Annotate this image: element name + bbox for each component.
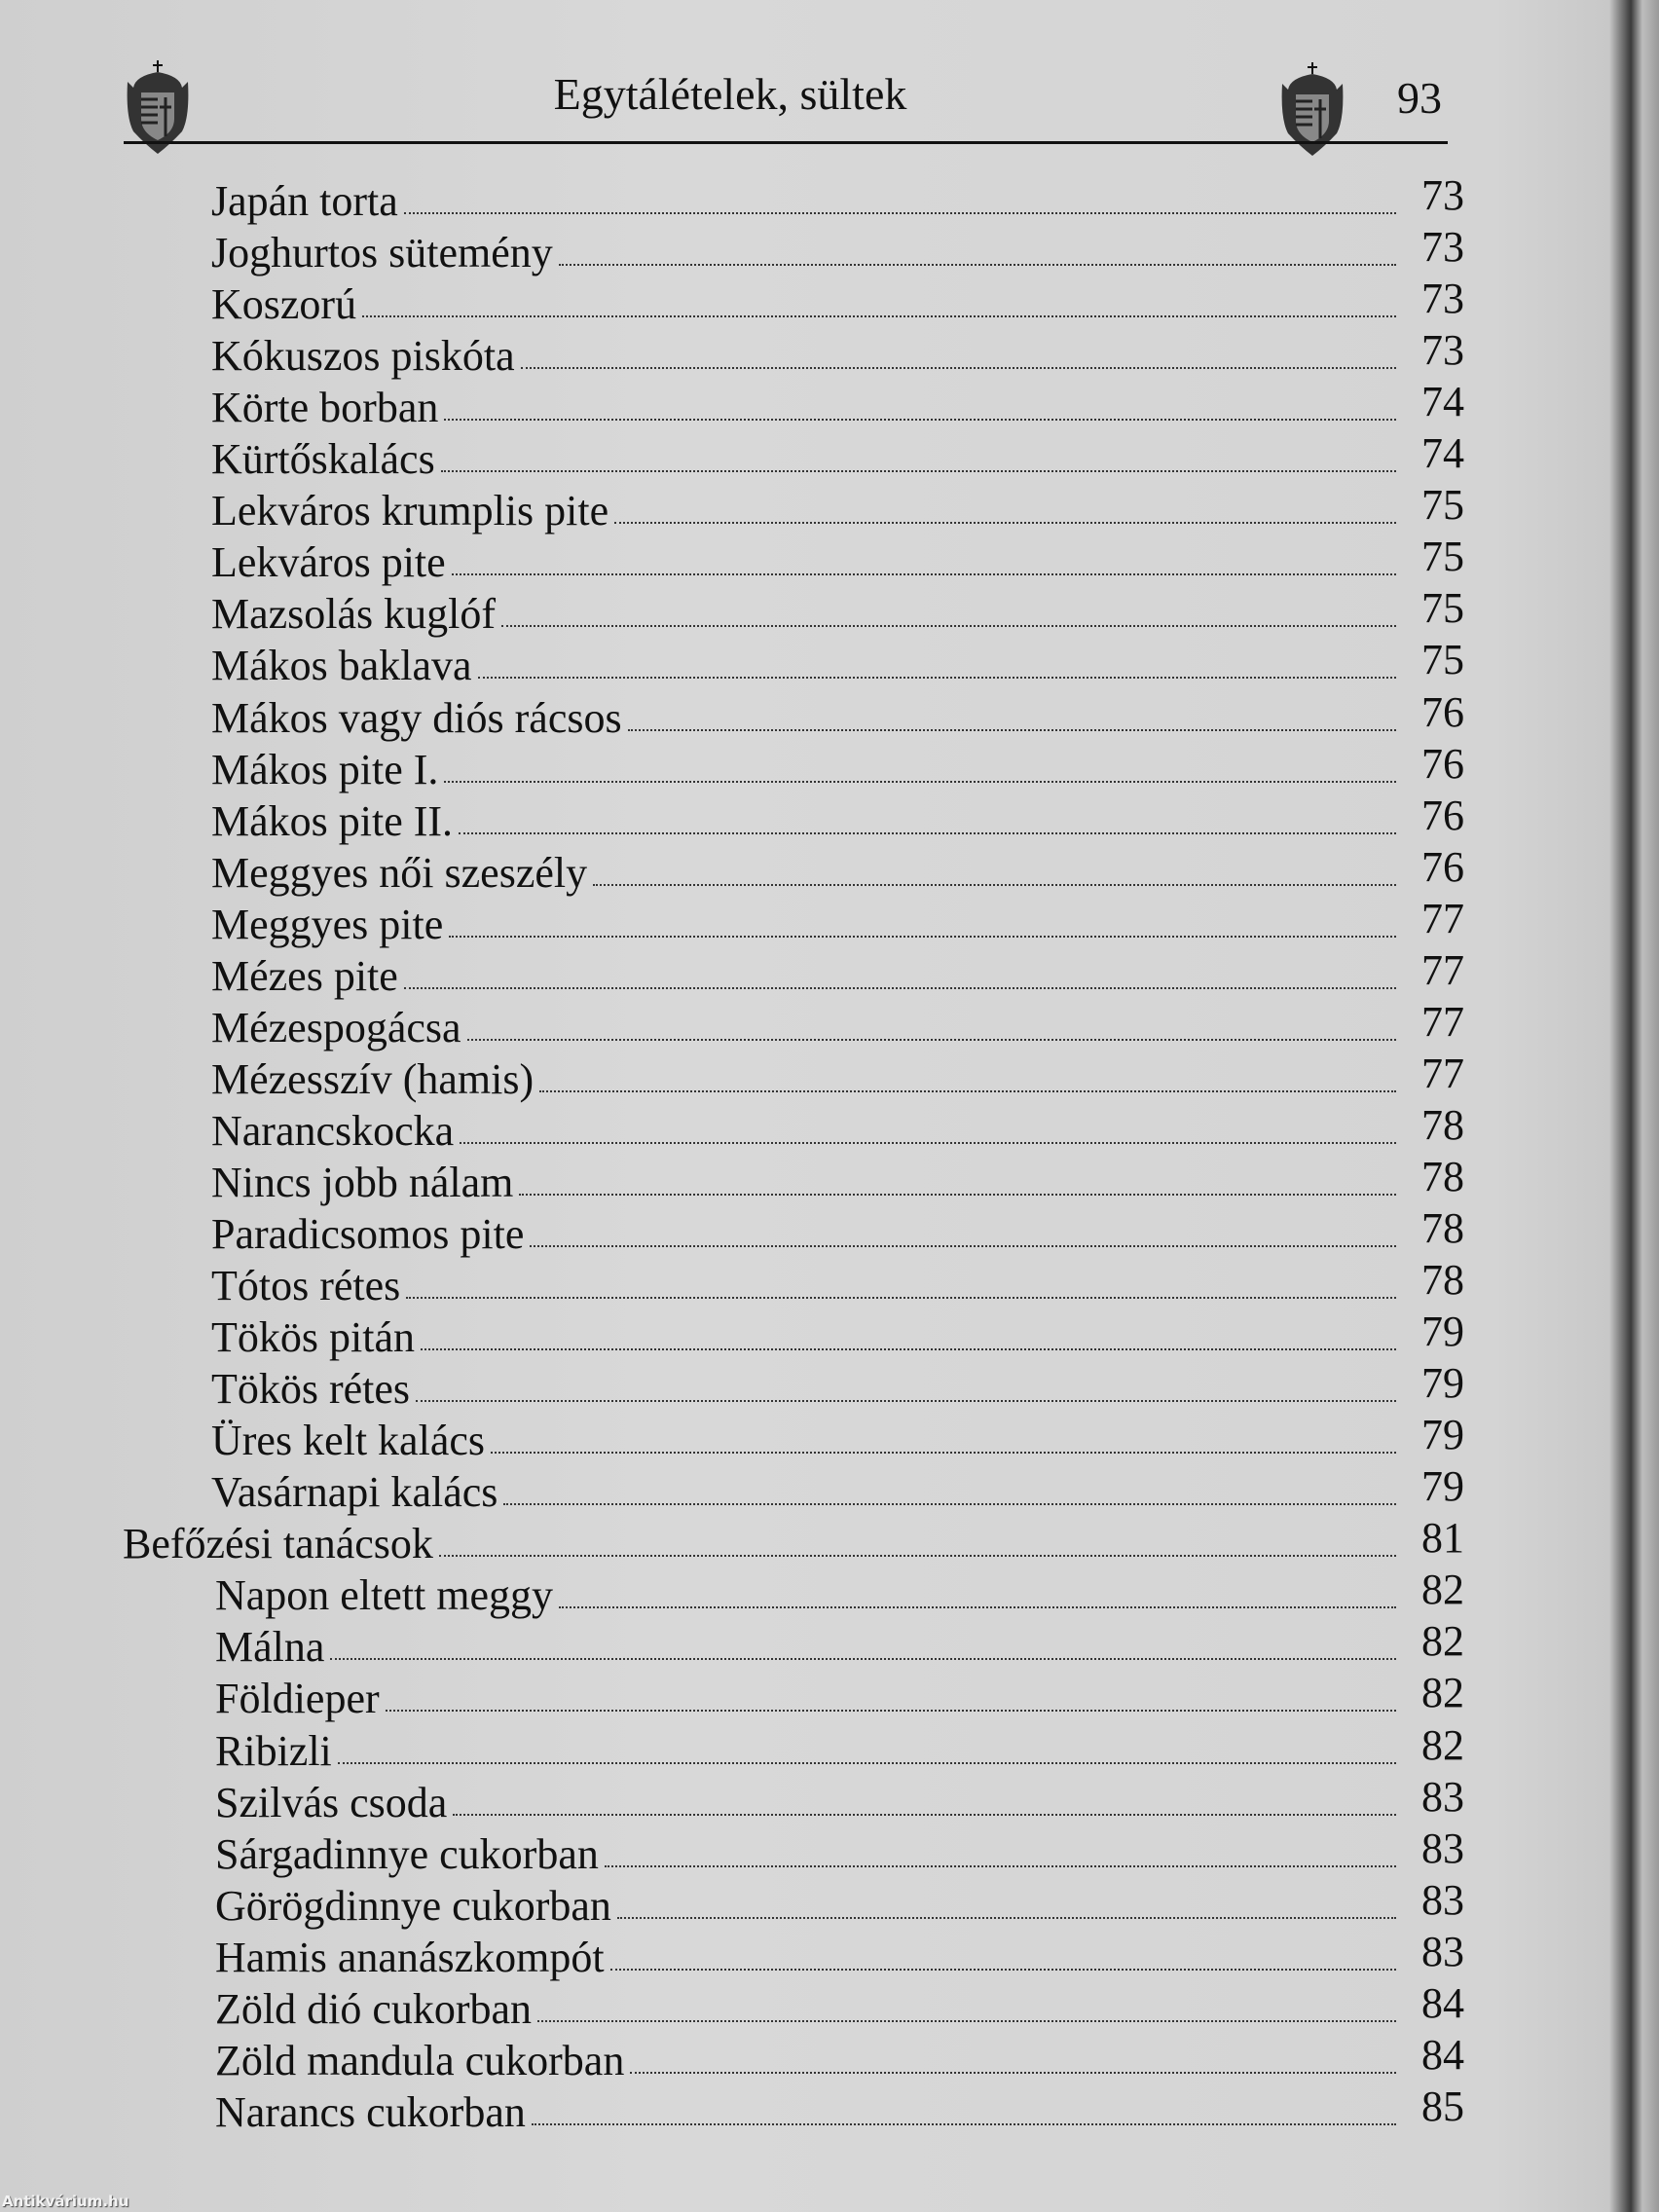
toc-entry-page: 85 [1421,2082,1464,2130]
toc-entry-title: Befőzési tanácsok [123,1520,433,1568]
toc-entry [0,1669,1519,1724]
toc-entry [0,1927,1519,1983]
toc-entry-page: 81 [1421,1514,1464,1563]
dot-leader [452,573,1396,575]
toc-entry [0,1359,1519,1415]
dot-leader [421,1348,1396,1350]
toc-entry-page: 83 [1421,1824,1464,1872]
toc-entry-page: 79 [1421,1308,1464,1356]
dot-leader [503,1503,1396,1505]
toc-entry [0,533,1519,588]
toc-entry-title: Málna [215,1623,325,1672]
toc-entry-page: 76 [1421,739,1464,788]
toc-entry-title: Hamis ananászkompót [215,1933,605,1981]
toc-entry [0,1100,1519,1157]
toc-entry [0,1204,1519,1260]
toc-entry-title: Koszorú [211,280,357,329]
dot-leader [630,2072,1396,2074]
toc-entry [0,1462,1519,1518]
toc-entry-title: Meggyes női szeszély [211,848,588,897]
dot-leader [338,1762,1396,1764]
dot-leader [559,1606,1396,1608]
toc-entry-page: 76 [1421,842,1464,891]
dot-leader [467,1039,1396,1041]
toc-entry [0,481,1519,536]
dot-leader [416,1400,1396,1402]
toc-entry [0,1824,1519,1880]
toc-entry-title: Lekváros pite [211,538,446,587]
toc-entry [0,1256,1519,1311]
toc-entry-page: 78 [1421,1152,1464,1200]
toc-entry-title: Földieper [215,1675,380,1723]
dot-leader [444,781,1396,783]
toc-entry-page: 84 [1421,1978,1464,2027]
toc-entry-title: Körte borban [211,384,439,432]
toc-entry-title: Nincs jobb nálam [211,1158,514,1206]
toc-entry-title: Vasárnapi kalács [211,1468,498,1517]
toc-entry-title: Narancskocka [211,1106,455,1155]
toc-entry-page: 75 [1421,584,1464,633]
dot-leader [453,1814,1396,1816]
dot-leader [439,1555,1396,1557]
toc-entry-page: 83 [1421,1772,1464,1821]
toc-entry-title: Narancs cukorban [215,2087,526,2136]
toc-entry [0,1875,1519,1932]
watermark: Antikvárium.hu [2,2193,129,2210]
toc-entry-page: 77 [1421,1049,1464,1097]
toc-entry-page: 75 [1421,636,1464,684]
toc-entry-title: Joghurtos sütemény [211,229,553,277]
toc-entry [0,2030,1519,2086]
toc-entry-page: 79 [1421,1359,1464,1408]
toc-entry-page: 77 [1421,945,1464,994]
dot-leader [444,419,1396,421]
dot-leader [404,987,1396,989]
toc-entry-title: Mákos pite II. [211,796,454,845]
header-rule [124,141,1448,144]
running-header-title: Egytálételek, sültek [553,69,907,119]
toc-entry-title: Japán torta [211,177,398,225]
toc-entry [0,1720,1519,1777]
toc-entry-title: Tótos rétes [211,1262,401,1310]
toc-entry-page: 76 [1421,687,1464,736]
dot-leader [386,1710,1396,1712]
toc-entry [0,1978,1519,2035]
toc-entry-title: Mézes pite [211,951,398,1000]
toc-entry-title: Mézesszív (hamis) [211,1054,535,1103]
toc-entry-title: Tökös pitán [211,1313,415,1362]
toc-entry-title: Zöld dió cukorban [215,1984,533,2033]
dot-leader [537,2020,1396,2022]
toc-entry-page: 78 [1421,1204,1464,1252]
toc-entry [0,636,1519,691]
toc-entry [0,275,1519,330]
toc-entry [0,378,1519,433]
dot-leader [593,884,1396,886]
toc-entry [0,171,1519,227]
toc-entry [0,429,1519,485]
toc-entry-page: 75 [1421,533,1464,581]
toc-entry [0,791,1519,847]
dot-leader [530,1245,1396,1247]
dot-leader [406,1297,1396,1299]
toc-entry-title: Sárgadinnye cukorban [215,1829,599,1878]
dot-leader [628,729,1396,731]
dot-leader [521,367,1396,369]
dot-leader [610,1969,1396,1971]
toc-entry [0,2082,1519,2138]
toc-entry [0,687,1519,744]
toc-entry [0,739,1519,795]
toc-entry [0,326,1519,382]
toc-entry [0,842,1519,899]
toc-entry [0,1566,1519,1621]
dot-leader [605,1865,1396,1867]
toc-entry-title: Szilvás csoda [215,1778,448,1826]
toc-entry-page: 73 [1421,171,1464,219]
toc-entry-title: Lekváros krumplis pite [211,487,609,535]
toc-entry-page: 77 [1421,894,1464,942]
dot-leader [460,1142,1396,1144]
dot-leader [449,936,1396,938]
toc-entry [0,997,1519,1053]
toc-entry-page: 82 [1421,1566,1464,1614]
toc-entry [0,1049,1519,1105]
toc-entry [0,1411,1519,1466]
toc-entry-title: Kürtőskalács [211,435,435,484]
toc-entry-page: 83 [1421,1875,1464,1924]
toc-entry [0,894,1519,950]
toc-entry-page: 74 [1421,429,1464,478]
toc-entry-title: Meggyes pite [211,900,444,948]
dot-leader [614,522,1396,524]
toc-entry-page: 84 [1421,2030,1464,2079]
toc-entry-page: 79 [1421,1411,1464,1459]
toc-entry [0,1617,1519,1673]
dot-leader [539,1090,1396,1092]
toc-entry-title: Napon eltett meggy [215,1571,554,1620]
dot-leader [362,315,1396,317]
toc-entry [0,945,1519,1002]
dot-leader [478,677,1396,679]
dot-leader [617,1917,1396,1919]
toc-entry-page: 73 [1421,223,1464,272]
toc-entry-page: 79 [1421,1462,1464,1511]
toc-entry [0,1308,1519,1363]
toc-entry-title: Mákos baklava [211,642,472,690]
toc-entry-title: Üres kelt kalács [211,1417,485,1465]
dot-leader [330,1658,1396,1660]
toc-entry-page: 78 [1421,1256,1464,1305]
toc-entry [0,1772,1519,1828]
dot-leader [441,470,1396,472]
toc-entry-title: Mákos pite I. [211,745,439,793]
toc-entry-page: 78 [1421,1100,1464,1149]
toc-entry [0,1152,1519,1208]
toc-entry-page: 83 [1421,1927,1464,1975]
toc-section-entry [0,1514,1519,1569]
toc-entry-title: Mákos vagy diós rácsos [211,693,622,742]
toc-entry-title: Zöld mandula cukorban [215,2036,625,2084]
toc-entry-title: Ribizli [215,1726,332,1775]
toc-entry-title: Kókuszos piskóta [211,332,515,381]
toc-entry-page: 82 [1421,1617,1464,1666]
toc-entry-title: Tökös rétes [211,1365,411,1414]
dot-leader [501,625,1396,627]
toc-entry-page: 82 [1421,1720,1464,1769]
toc-entry-page: 76 [1421,791,1464,839]
toc-entry-page: 73 [1421,326,1464,375]
toc-entry-page: 74 [1421,378,1464,426]
dot-leader [532,2123,1396,2125]
dot-leader [559,264,1396,266]
toc-entry-page: 75 [1421,481,1464,530]
toc-entry-title: Paradicsomos pite [211,1210,525,1258]
toc-entry-title: Görögdinnye cukorban [215,1881,611,1930]
toc-entry [0,584,1519,640]
dot-leader [519,1194,1396,1196]
toc-entry-page: 82 [1421,1669,1464,1717]
toc-entry-page: 77 [1421,997,1464,1046]
toc-entry-title: Mazsolás kuglóf [211,590,497,639]
dot-leader [491,1452,1396,1454]
toc-entry-page: 73 [1421,275,1464,323]
page-number: 93 [1397,73,1442,123]
dot-leader [404,212,1396,214]
toc-entry [0,223,1519,278]
toc-entry-title: Mézespogácsa [211,1003,461,1051]
dot-leader [459,832,1396,834]
